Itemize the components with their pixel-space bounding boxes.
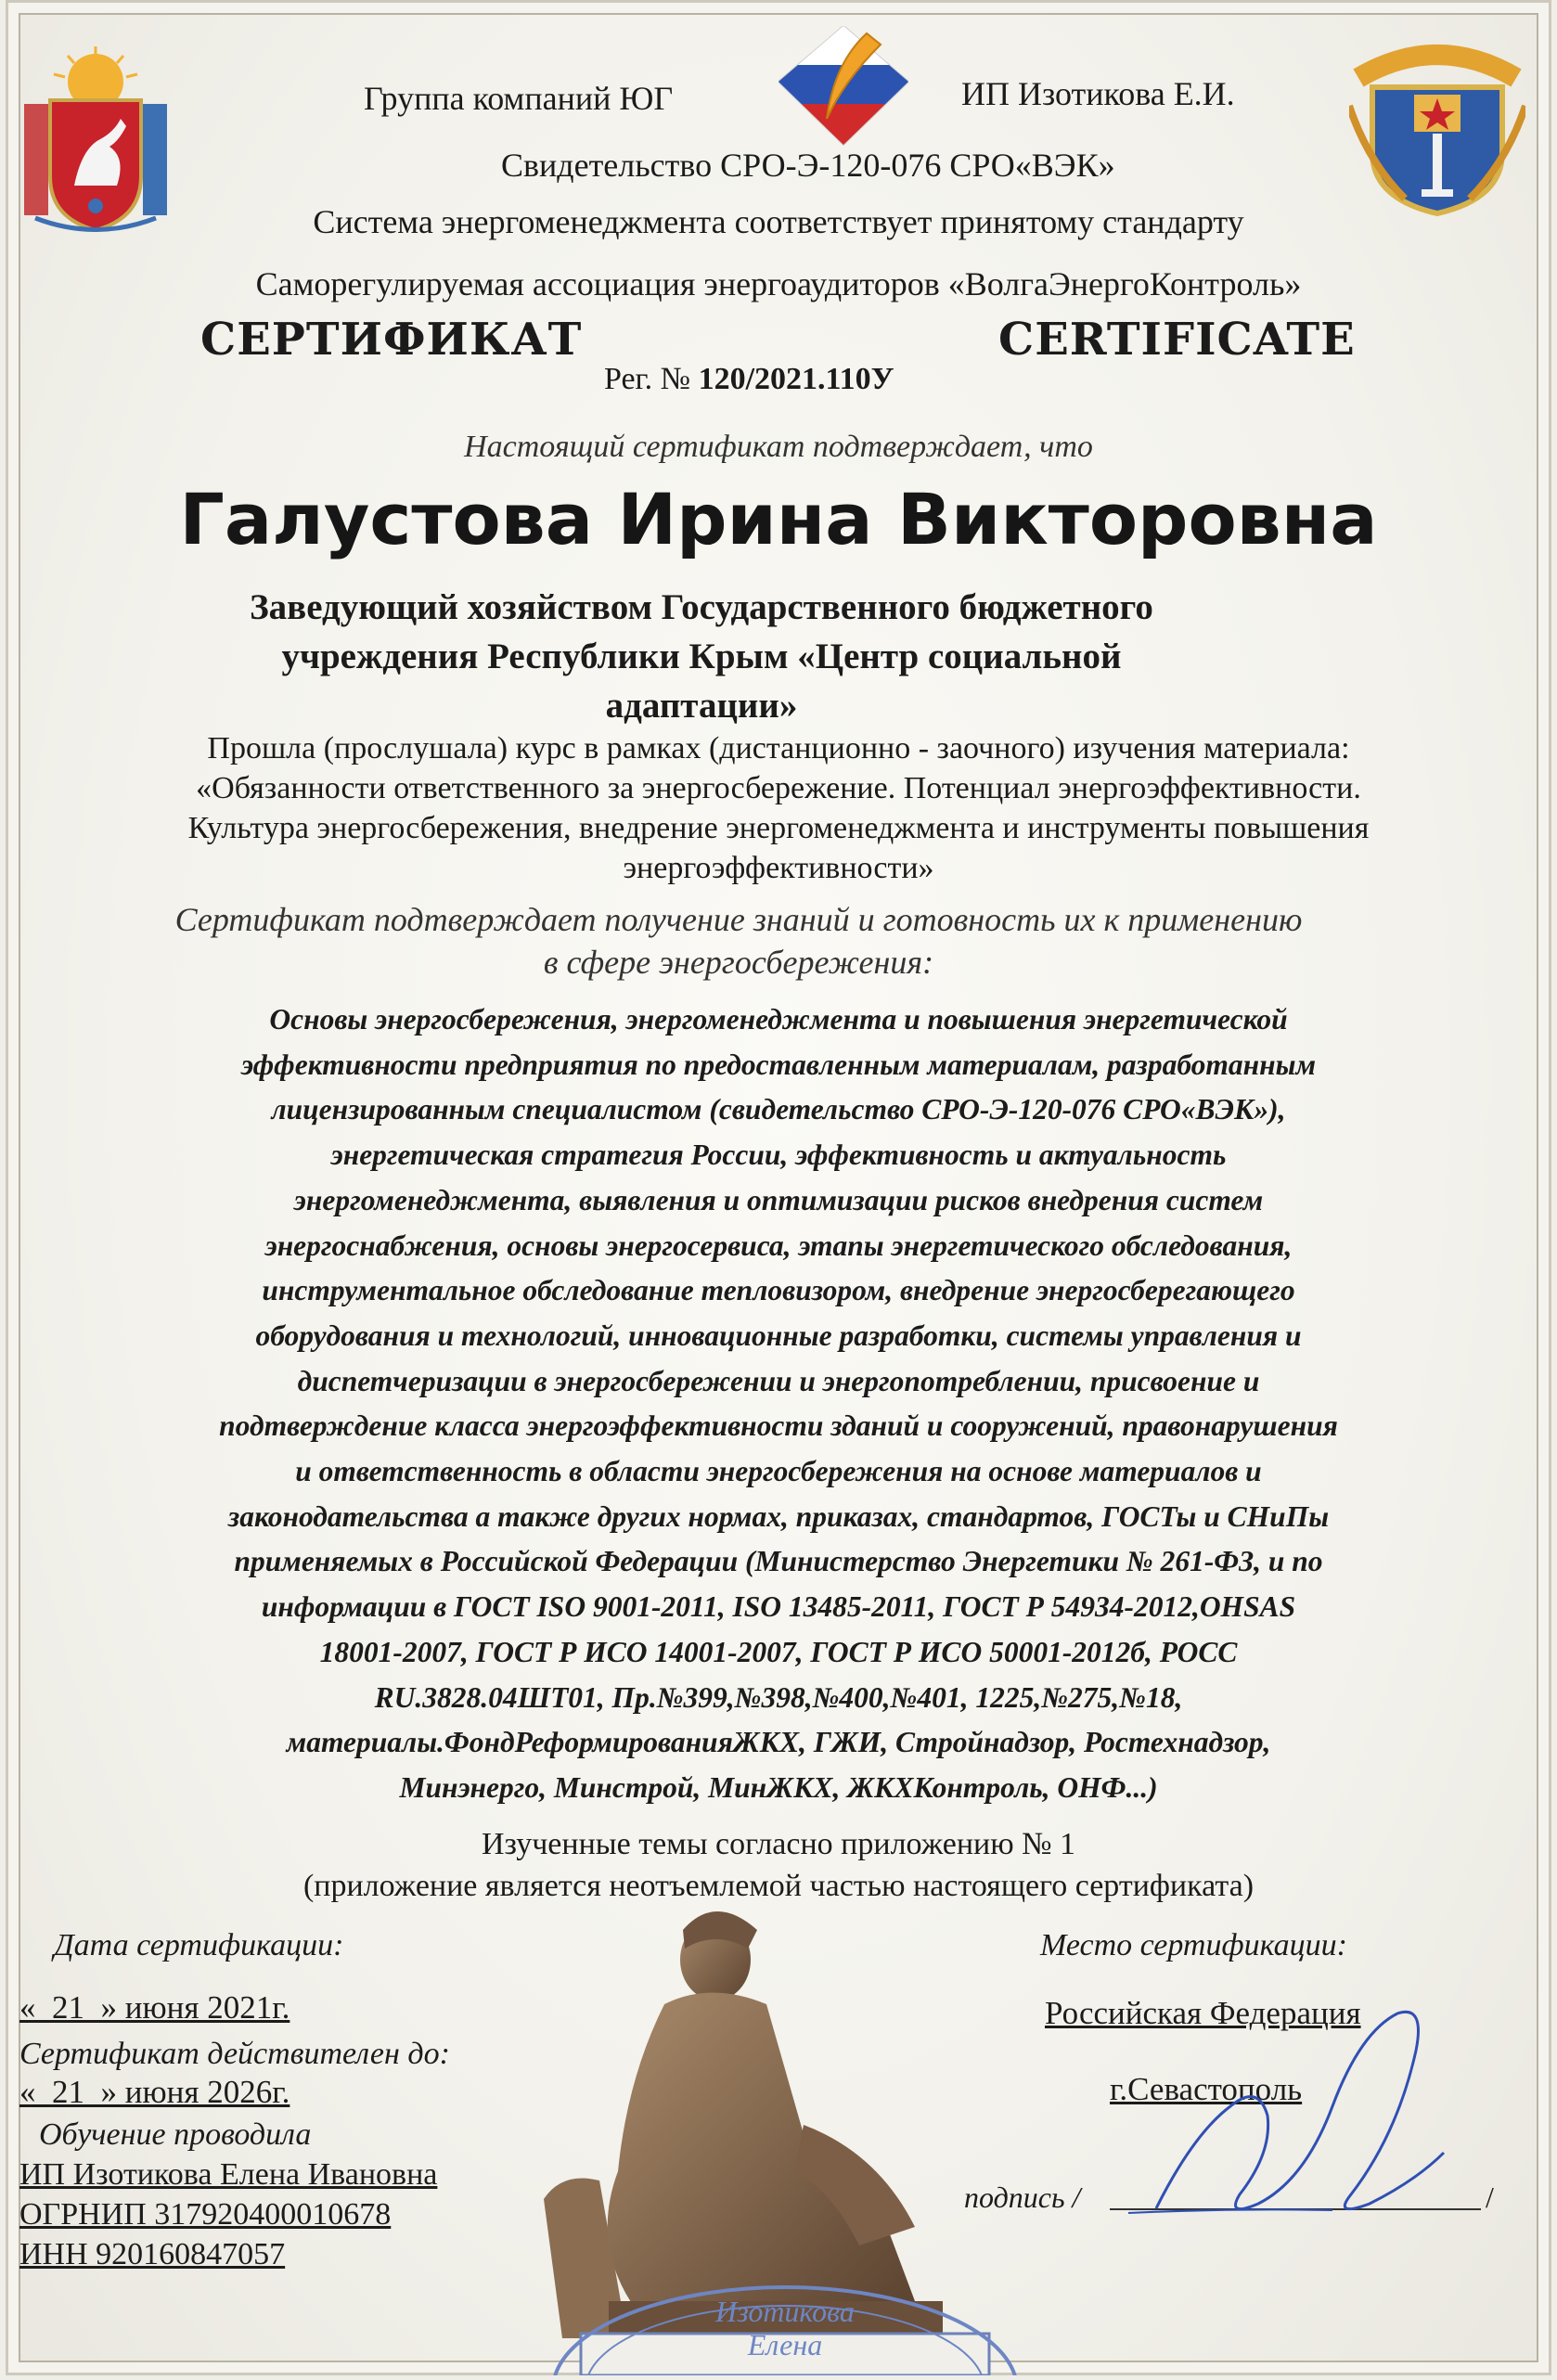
place-city: г.Севастополь	[1110, 2071, 1303, 2107]
course-block	[6, 728, 1551, 888]
topics-line: эффективности предприятия по предоставленным материалам, разработанным	[240, 1048, 1317, 1081]
topics-line: и ответственность в области энергосбережения на основе материалов и	[295, 1455, 1262, 1488]
topics-line: применяемых в Российской Федерации (Министерство Энергетики № 261-ФЗ, и по	[234, 1545, 1323, 1578]
confirm-line: Сертификат подтверждает получение знаний и готовность их к применению	[174, 901, 1303, 938]
confirm-line: в сфере энергосбережения:	[543, 944, 934, 981]
appendix-line: Изученные темы согласно приложению № 1	[481, 1827, 1076, 1861]
topics-line: законодательства а также других нормах, приказах, стандартов, ГОСТы и СНиПы	[227, 1499, 1330, 1533]
intro-line: Настоящий сертификат подтверждает, что	[464, 430, 1093, 464]
valid-value: «_21_» июня 2026г.	[19, 2074, 290, 2110]
course-line: «Обязанности ответственного за энергосбережение. Потенциал энергоэффективности.	[196, 771, 1361, 805]
confirm-block	[6, 898, 1472, 984]
topics-line: лицензированным специалистом (свидетельство СРО-Э-120-076 СРО«ВЭК»),	[271, 1093, 1286, 1126]
topics-line: 18001-2007, ГОСТ Р ИСО 14001-2007, ГОСТ Р ИСО 50001-2012б, РОСС	[319, 1635, 1238, 1668]
trainer-label: Обучение проводила	[39, 2117, 312, 2152]
stamp	[525, 2278, 1045, 2375]
company-left: Группа компаний ЮГ	[364, 80, 674, 117]
registration-value: 120/2021.110У	[698, 362, 894, 396]
topics-line: диспетчеризации в энергосбережении и энергопотреблении, присвоение и	[297, 1364, 1260, 1397]
topics-line: энергоснабжения, основы энергосервиса, этапы энергетического обследования,	[264, 1229, 1293, 1262]
certificate-sheet	[6, 0, 1551, 2375]
place-country: Российская Федерация	[1045, 1995, 1361, 2031]
appendix-line: (приложение является неотъемлемой частью настоящего сертификата)	[302, 1869, 1255, 1903]
date-label: Дата сертификации:	[54, 1928, 344, 1962]
place-label: Место сертификации:	[1040, 1928, 1347, 1962]
topics-line: энергоменеджмента, выявления и оптимизации рисков внедрения систем	[293, 1183, 1264, 1216]
course-line: Прошла (прослушала) курс в рамках (дистанционно - заочного) изучения материала:	[207, 731, 1350, 765]
topics-line: инструментальное обследование тепловизором, внедрение энергосберегающего	[262, 1274, 1295, 1307]
topics-line: Основы энергосбережения, энергоменеджмента и повышения энергетической	[269, 1003, 1288, 1036]
signature-end: /	[1486, 2181, 1494, 2214]
topics-line: оборудования и технологий, инновационные разработки, системы управления и	[255, 1319, 1302, 1352]
company-right: ИП Изотикова Е.И.	[961, 75, 1235, 112]
sro-certificate-line: Свидетельство СРО-Э-120-076 СРО«ВЭК»	[501, 147, 1115, 184]
topics-line: Минэнерго, Минстрой, МинЖКХ, ЖКХКонтроль, ОНФ...)	[399, 1770, 1158, 1804]
flag-feather-logo-icon	[778, 26, 908, 147]
topics-line: информации в ГОСТ ISO 9001-2011, ISO 13485-2011, ГОСТ Р 54934-2012,OHSAS	[261, 1590, 1296, 1624]
association-line: Саморегулируемая ассоциация энергоаудиторов «ВолгаЭнергоКонтроль»	[255, 265, 1302, 302]
topics-line: подтверждение класса энергоэффективности зданий и сооружений, правонарушения	[219, 1409, 1338, 1443]
person-name: Галустова Ирина Викторовна	[179, 478, 1378, 560]
stamp-text	[525, 2295, 1045, 2361]
valid-label: Сертификат действителен до:	[19, 2037, 450, 2071]
topics-line: энергетическая стратегия России, эффективность и актуальность	[330, 1139, 1227, 1172]
system-line: Система энергоменеджмента соответствует принятому стандарту	[313, 203, 1244, 240]
sevastopol-coat-of-arms-icon	[1349, 41, 1525, 217]
registration-number	[604, 362, 894, 397]
title-ru: СЕРТИФИКАТ	[200, 314, 583, 366]
inn: ИНН 920160847057	[19, 2237, 286, 2271]
stamp-line: Изотикова	[715, 2295, 855, 2328]
position-line: адаптации»	[605, 686, 798, 726]
signature	[1119, 1995, 1453, 2236]
title-en: CERTIFICATE	[998, 314, 1356, 366]
signature-label: подпись /	[964, 2181, 1081, 2214]
course-line: энергоэффективности»	[623, 851, 934, 885]
trainer-name: ИП Изотикова Елена Ивановна	[19, 2157, 438, 2192]
position-block	[6, 583, 1397, 730]
stamp-line: Елена	[747, 2328, 823, 2361]
ogrnip: ОГРНИП 317920400010678	[19, 2197, 392, 2232]
topics-line: материалы.ФондРеформированияЖКХ, ГЖИ, Стройнадзор, Ростехнадзор,	[286, 1726, 1271, 1759]
course-line: Культура энергосбережения, внедрение энергоменеджмента и инструменты повышения	[187, 811, 1370, 845]
position-line: Заведующий хозяйством Государственного бюджетного	[250, 587, 1153, 627]
topics-block	[6, 997, 1551, 1811]
registration-prefix: Рег. №	[604, 362, 691, 396]
topics-line: RU.3828.04ШТ01, Пр.№399,№398,№400,№401, 1225,№275,№18,	[374, 1680, 1183, 1714]
date-value: «_21_» июня 2021г.	[19, 1989, 290, 2026]
position-line: учреждения Республики Крым «Центр социальной	[281, 637, 1122, 676]
